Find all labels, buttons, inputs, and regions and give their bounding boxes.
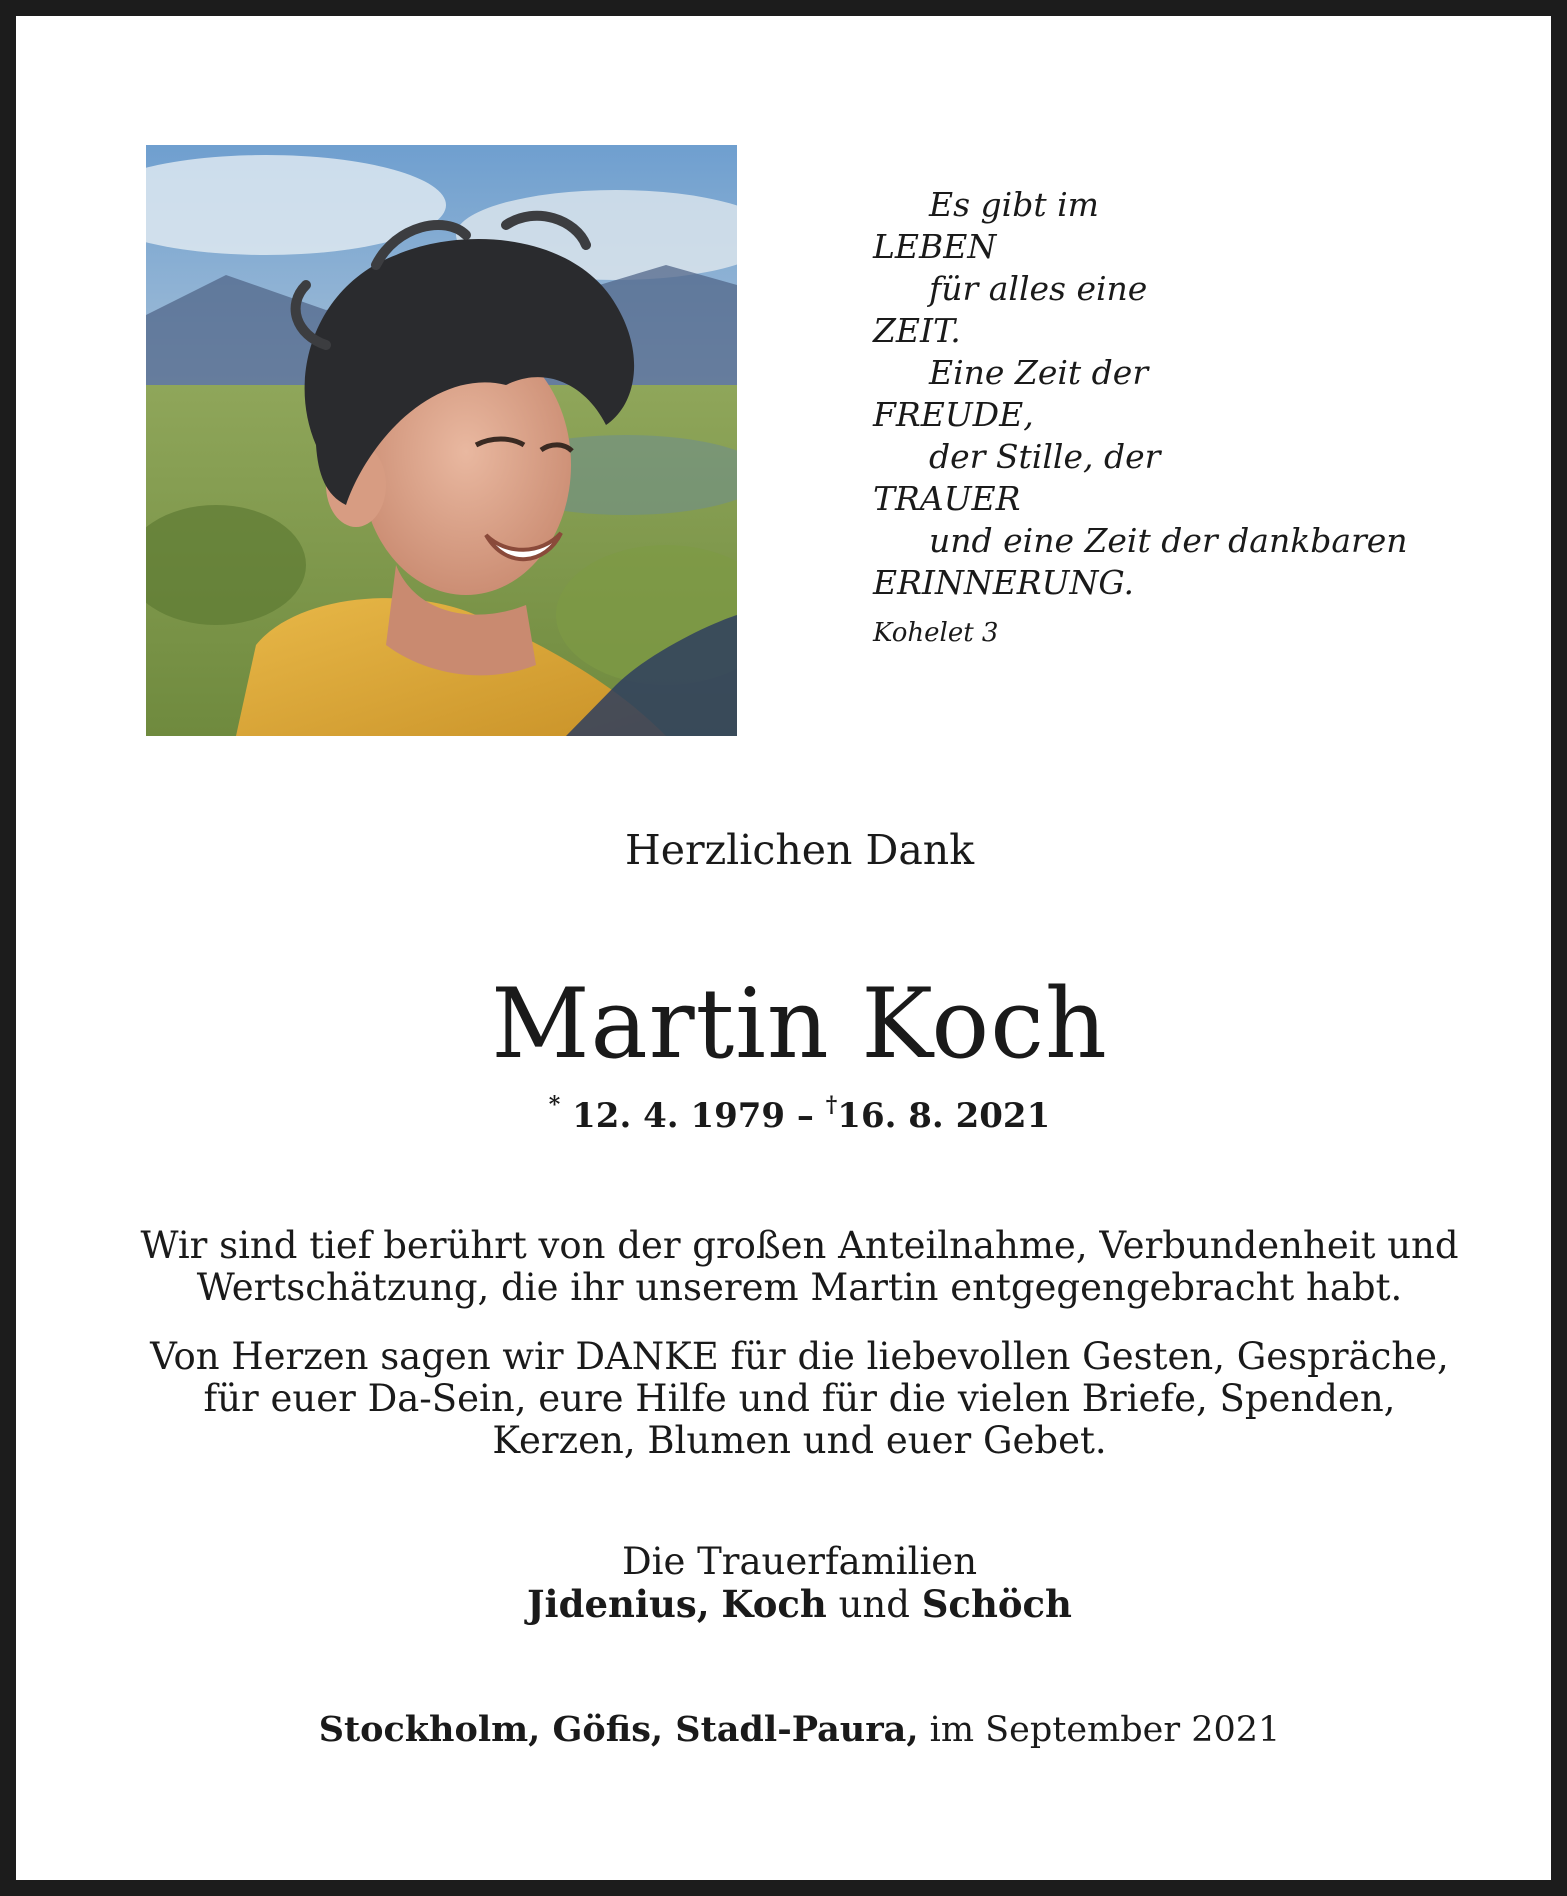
poem-line: für alles eine: [929, 269, 1148, 308]
notice-date: im September 2021: [929, 1710, 1281, 1750]
poem-source: Kohelet 3: [873, 618, 999, 648]
poem-line: ZEIT.: [873, 311, 961, 350]
death-symbol: †: [825, 1092, 838, 1118]
birth-date: 12. 4. 1979: [572, 1096, 786, 1136]
text-line: Wertschätzung, die ihr unserem Martin entgegengebracht habt.: [196, 1266, 1403, 1309]
poem-line: Eine Zeit der: [929, 353, 1149, 392]
poem-line: der Stille, der: [929, 437, 1161, 476]
family-name: Koch: [721, 1582, 827, 1626]
family-name: Schöch: [921, 1582, 1072, 1626]
families-intro: Die Trauerfamilien: [621, 1540, 978, 1583]
life-dates: [16, 1092, 1567, 1136]
text-line: Kerzen, Blumen und euer Gebet.: [492, 1419, 1107, 1462]
birth-symbol: *: [548, 1092, 561, 1118]
poem: [873, 184, 1473, 648]
poem-line: ERINNERUNG.: [873, 563, 1135, 602]
text-line: für euer Da-Sein, eure Hilfe und für die vielen Briefe, Spenden,: [203, 1377, 1396, 1420]
deceased-name: Martin Koch: [491, 968, 1108, 1080]
thanks-paragraph-2: [16, 1336, 1567, 1462]
poem-line: Es gibt im: [929, 185, 1099, 224]
date-separator: –: [796, 1096, 814, 1136]
poem-line: FREUDE,: [873, 395, 1034, 434]
thanks-paragraph-1: [16, 1225, 1567, 1309]
conjunction: und: [838, 1583, 910, 1626]
heading: Herzlichen Dank: [624, 826, 975, 874]
family-names: [16, 1583, 1567, 1626]
death-date: 16. 8. 2021: [837, 1096, 1051, 1136]
poem-line: LEBEN: [873, 227, 997, 266]
portrait-photo: [146, 145, 737, 736]
family-name: Jidenius,: [527, 1582, 710, 1626]
places: Stockholm, Göfis, Stadl-Paura,: [318, 1709, 919, 1750]
text-line: Wir sind tief berührt von der großen Anteilnahme, Verbundenheit und: [140, 1224, 1459, 1267]
poem-line: und eine Zeit der dankbaren: [929, 521, 1408, 560]
poem-line: TRAUER: [873, 479, 1021, 518]
text-line: Von Herzen sagen wir DANKE für die liebevollen Gesten, Gespräche,: [150, 1335, 1449, 1378]
place-date-line: [16, 1709, 1567, 1751]
